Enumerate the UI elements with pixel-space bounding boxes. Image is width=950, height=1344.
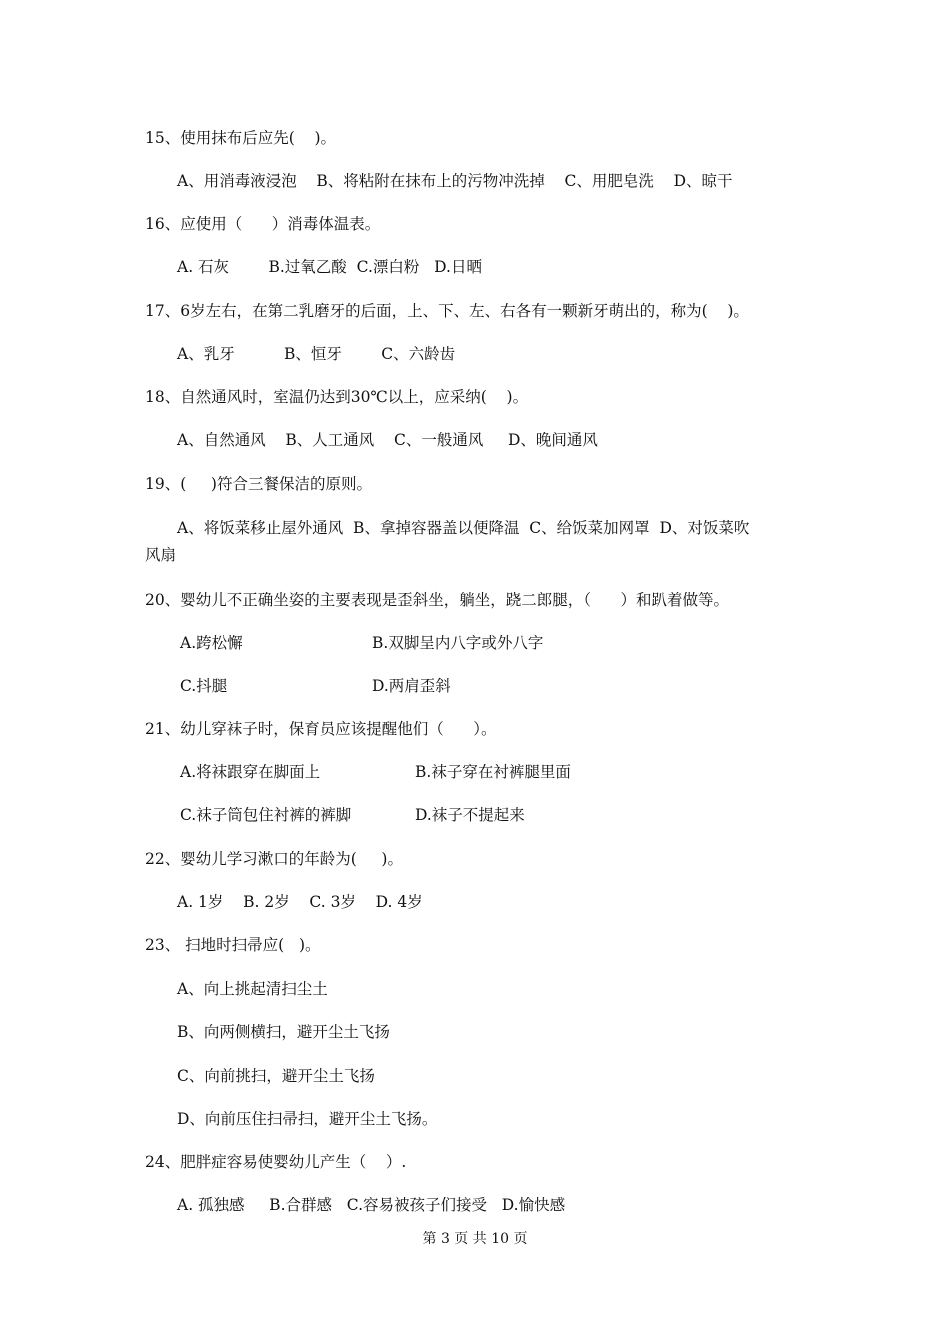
question-21-option-a: A.将袜跟穿在脚面上 [180, 763, 321, 781]
question-23-stem: 23、 扫地时扫帚应( )。 [145, 936, 321, 954]
page-footer: 第 3 页 共 10 页 [422, 1231, 528, 1247]
question-20-option-b: B.双脚呈内八字或外八字 [372, 634, 544, 652]
question-15-stem: 15、使用抹布后应先( )。 [145, 129, 337, 147]
question-21-option-d: D.袜子不提起来 [415, 806, 525, 824]
question-20-stem: 20、婴幼儿不正确坐姿的主要表现是歪斜坐，躺坐，跷二郎腿，（ ）和趴着做等。 [145, 591, 730, 609]
question-22-stem: 22、婴幼儿学习漱口的年龄为( )。 [145, 850, 403, 868]
question-15-options: A、用消毒液浸泡 B、将粘附在抹布上的污物冲洗掉 C、用肥皂洗 D、晾干 [177, 172, 733, 190]
question-20-option-d: D.两肩歪斜 [372, 677, 451, 695]
question-21-option-b: B.袜子穿在衬裤腿里面 [415, 763, 571, 781]
question-23-option-b: B、向两侧横扫，避开尘土飞扬 [177, 1023, 390, 1041]
question-23-option-c: C、向前挑扫，避开尘土飞扬 [177, 1067, 375, 1085]
question-17-options: A、乳牙 B、恒牙 C、六龄齿 [177, 345, 456, 363]
question-19-continuation: 风扇 [145, 546, 177, 564]
question-16-stem: 16、应使用（ ）消毒体温表。 [145, 215, 381, 233]
question-19-options: A、将饭菜移止屋外通风 B、拿掉容器盖以便降温 C、给饭菜加网罩 D、对饭菜吹 [177, 519, 750, 537]
question-22-options: A. 1岁 B. 2岁 C. 3岁 D. 4岁 [177, 893, 423, 911]
question-18-stem: 18、自然通风时，室温仍达到30℃以上，应采纳( )。 [145, 388, 529, 406]
question-16-options: A. 石灰 B.过氧乙酸 C.漂白粉 D.日晒 [177, 258, 482, 276]
question-21-option-c: C.袜子筒包住衬裤的裤脚 [180, 806, 352, 824]
question-19-stem: 19、( )符合三餐保洁的原则。 [145, 475, 372, 493]
question-23-option-a: A、向上挑起清扫尘土 [177, 980, 328, 998]
question-18-options: A、自然通风 B、人工通风 C、一般通风 D、晚间通风 [177, 431, 598, 449]
question-20-option-a: A.跨松懈 [180, 634, 243, 652]
question-20-option-c: C.抖腿 [180, 677, 228, 695]
question-23-option-d: D、向前压住扫帚扫，避开尘土飞扬。 [177, 1110, 438, 1128]
question-24-options: A. 孤独感 B.合群感 C.容易被孩子们接受 D.愉快感 [177, 1196, 566, 1214]
question-24-stem: 24、肥胖症容易使婴幼儿产生（ ）. [145, 1153, 407, 1171]
question-17-stem: 17、6岁左右，在第二乳磨牙的后面，上、下、左、右各有一颗新牙萌出的，称为( )。 [145, 302, 749, 320]
question-21-stem: 21、幼儿穿袜子时，保育员应该提醒他们（ ）。 [145, 720, 497, 738]
